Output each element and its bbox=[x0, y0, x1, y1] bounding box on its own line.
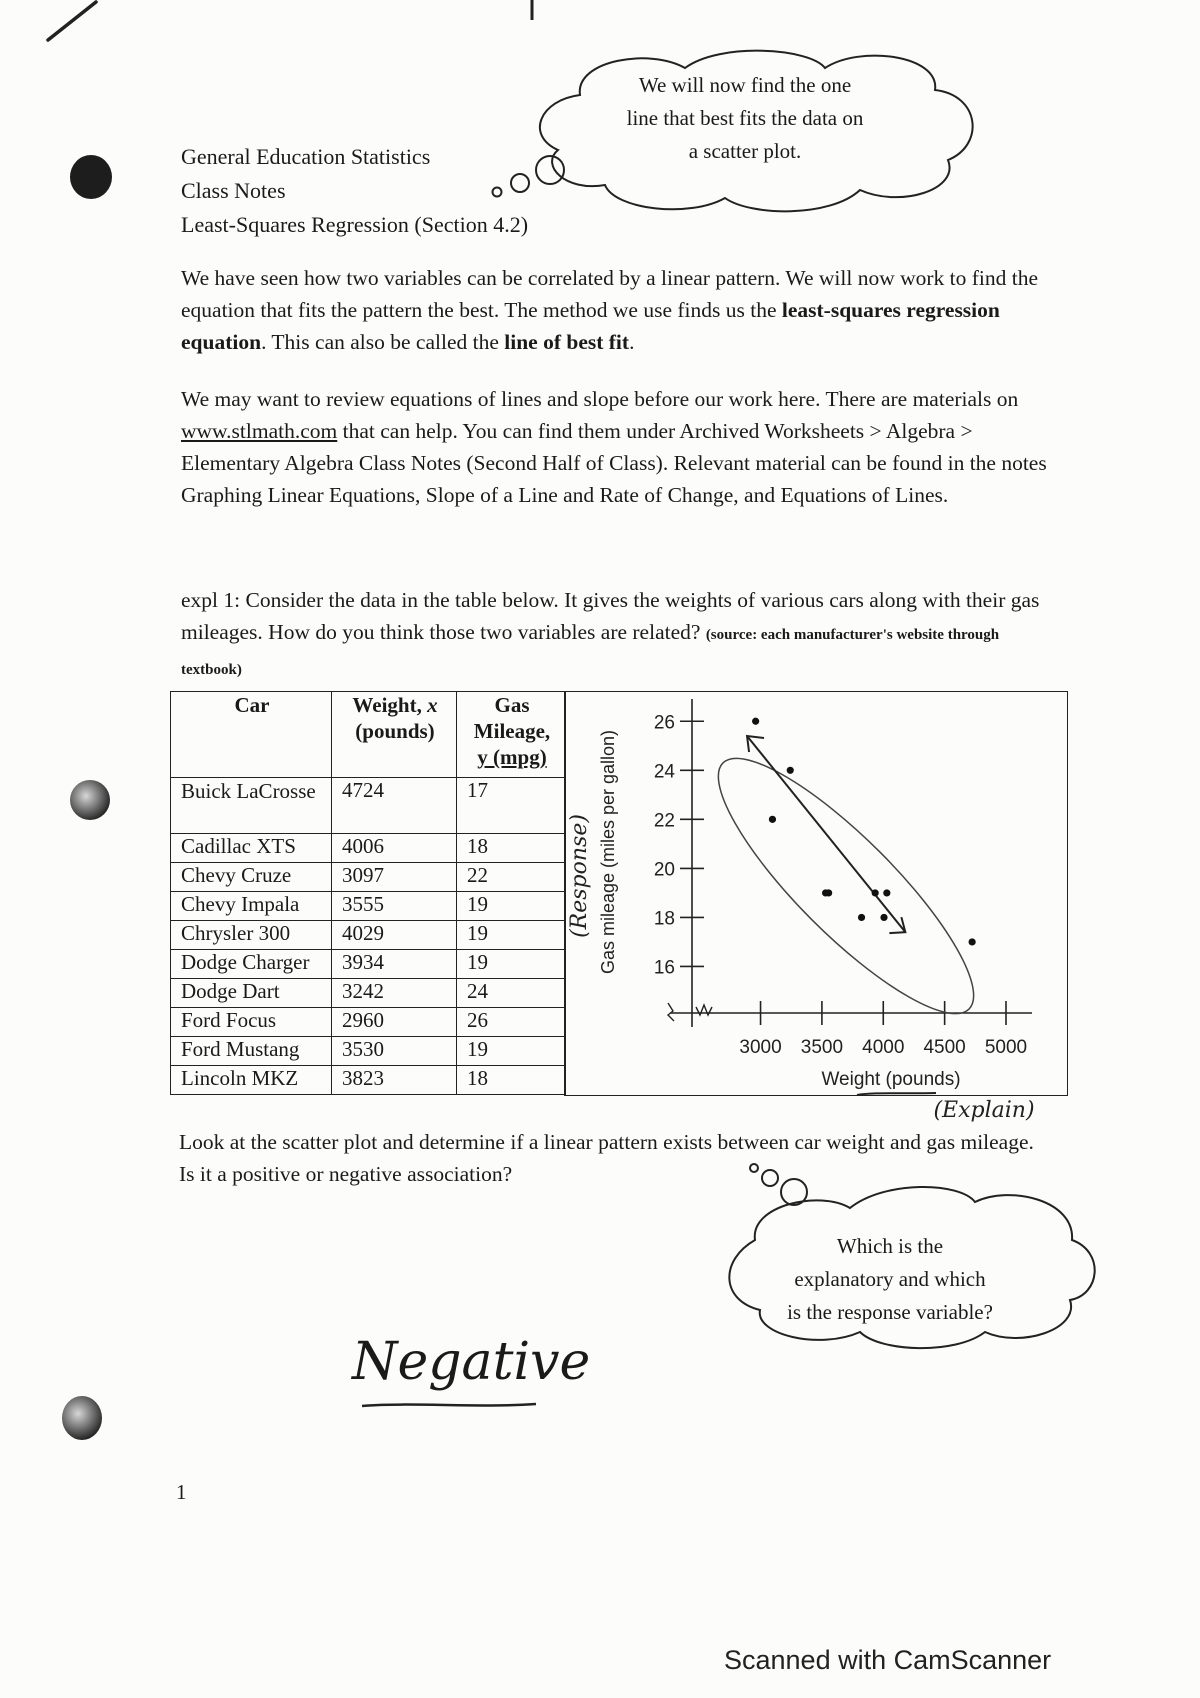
mileage-cell: 19 bbox=[457, 921, 566, 950]
answer-underline bbox=[360, 1398, 540, 1412]
table-row bbox=[171, 892, 566, 921]
doc-type: Class Notes bbox=[181, 178, 286, 203]
pen-mark bbox=[40, 0, 110, 50]
x-tick-label: 5000 bbox=[984, 1037, 1028, 1058]
axis-break-mark bbox=[668, 1003, 674, 1021]
scatter-plot bbox=[564, 691, 1124, 1131]
weight-cell: 3555 bbox=[332, 892, 457, 921]
y-tick-label: 18 bbox=[653, 908, 675, 930]
binder-hole bbox=[70, 155, 112, 199]
x-tick-label: 4000 bbox=[862, 1037, 905, 1058]
y-tick-label: 24 bbox=[653, 761, 675, 783]
table-row bbox=[171, 979, 566, 1008]
cloud-bottom-text: Which is the explanatory and which is the response variable? bbox=[787, 1234, 993, 1324]
topic-title: Least-Squares Regression (Section 4.2) bbox=[181, 212, 529, 237]
question-text: Look at the scatter plot and determine if a linear pattern exists between car weight and gas mileage. Is it a positive or negative association? bbox=[179, 1130, 1034, 1186]
stlmath-link[interactable]: www.stlmath.com bbox=[181, 419, 338, 443]
y-tick-label: 16 bbox=[653, 957, 675, 979]
x-label-underline bbox=[857, 1093, 936, 1095]
y-tick-label: 20 bbox=[653, 859, 675, 881]
handwritten-answer: Negative bbox=[352, 1332, 591, 1392]
cloud-top-text: We will now find the one line that best fits the data on a scatter plot. bbox=[626, 73, 864, 163]
car-cell: Cadillac XTS bbox=[171, 834, 332, 863]
review-paragraph: We may want to review equations of lines and slope before our work here. There are materials on www.stlmath.com that can help. You can find them under Archived Worksheets > Algebra > Elementary Algebra Class Notes (Second Half of Class). Relevant material can be found in the notes Graphing Linear Equations, Slope of a Line and Rate of Change, and Equations of Lines. bbox=[181, 387, 1047, 507]
weight-cell: 3530 bbox=[332, 1037, 457, 1066]
table-row bbox=[171, 950, 566, 979]
data-point bbox=[883, 889, 890, 896]
weight-cell: 4029 bbox=[332, 921, 457, 950]
mileage-cell: 26 bbox=[457, 1008, 566, 1037]
explain-note: (Explain) bbox=[933, 1098, 1035, 1123]
weight-cell: 3823 bbox=[332, 1066, 457, 1095]
car-cell: Buick LaCrosse bbox=[171, 778, 332, 834]
table-row bbox=[171, 778, 566, 834]
weight-cell: 4006 bbox=[332, 834, 457, 863]
data-point bbox=[858, 914, 865, 921]
y-axis-label: Gas mileage (miles per gallon) bbox=[598, 729, 618, 975]
weight-cell: 4724 bbox=[332, 778, 457, 834]
table-row bbox=[171, 834, 566, 863]
car-cell: Dodge Charger bbox=[171, 950, 332, 979]
table-row bbox=[171, 1066, 566, 1095]
mileage-cell: 18 bbox=[457, 1066, 566, 1095]
car-cell: Chevy Impala bbox=[171, 892, 332, 921]
page-number: 1 bbox=[176, 1480, 187, 1504]
weight-cell: 3934 bbox=[332, 950, 457, 979]
x-axis-label: Weight (pounds) bbox=[821, 1069, 961, 1090]
data-point bbox=[752, 718, 759, 725]
table-row bbox=[171, 921, 566, 950]
car-cell: Dodge Dart bbox=[171, 979, 332, 1008]
x-tick-label: 3500 bbox=[800, 1037, 844, 1058]
car-cell: Ford Mustang bbox=[171, 1037, 332, 1066]
data-point bbox=[822, 889, 829, 896]
data-point bbox=[769, 816, 776, 823]
course-title: General Education Statistics bbox=[181, 144, 431, 169]
data-point bbox=[787, 767, 794, 774]
car-cell: Ford Focus bbox=[171, 1008, 332, 1037]
y-tick-label: 26 bbox=[653, 712, 675, 734]
car-cell: Chrysler 300 bbox=[171, 921, 332, 950]
binder-hole bbox=[70, 780, 110, 820]
header-mileage: Gas Mileage, y (mpg) bbox=[457, 692, 566, 778]
car-cell: Chevy Cruze bbox=[171, 863, 332, 892]
header-weight: Weight, x (pounds) bbox=[332, 692, 457, 778]
binder-hole bbox=[62, 1396, 102, 1440]
scanner-watermark: Scanned with CamScanner bbox=[724, 1645, 1052, 1675]
table-row bbox=[171, 863, 566, 892]
x-tick-label: 3000 bbox=[739, 1037, 782, 1058]
trend-line bbox=[747, 736, 905, 932]
x-tick-label: 4500 bbox=[923, 1037, 966, 1058]
car-cell: Lincoln MKZ bbox=[171, 1066, 332, 1095]
tick-mark bbox=[525, 0, 539, 30]
table-row bbox=[171, 1037, 566, 1066]
source-note: (source: each manufacturer's website through textbook) bbox=[181, 627, 1000, 678]
mileage-cell: 22 bbox=[457, 863, 566, 892]
data-point bbox=[872, 889, 879, 896]
mileage-cell: 17 bbox=[457, 778, 566, 834]
y-tick-label: 22 bbox=[653, 810, 675, 832]
course-header bbox=[181, 140, 528, 242]
weight-cell: 2960 bbox=[332, 1008, 457, 1037]
mileage-cell: 24 bbox=[457, 979, 566, 1008]
mileage-cell: 19 bbox=[457, 1037, 566, 1066]
table-row bbox=[171, 1008, 566, 1037]
intro-paragraph: We have seen how two variables can be correlated by a linear pattern. We will now work to find the equation that fits the pattern the best. The method we use finds us the least-squares regression equation. This can also be called the line of best fit. bbox=[181, 266, 1039, 354]
data-point bbox=[880, 914, 887, 921]
data-point bbox=[969, 938, 976, 945]
cluster-ellipse bbox=[689, 729, 1003, 1043]
mileage-cell: 18 bbox=[457, 834, 566, 863]
mileage-cell: 19 bbox=[457, 950, 566, 979]
response-note: (Response) bbox=[567, 814, 592, 938]
header-car: Car bbox=[171, 692, 332, 778]
car-data-table bbox=[170, 691, 566, 1095]
mileage-cell: 19 bbox=[457, 892, 566, 921]
example-prompt: expl 1: Consider the data in the table below. It gives the weights of various cars along with their gas mileages. How do you think those two variables are related? (source: each manufacturer's website through textbook) bbox=[181, 588, 1040, 678]
weight-cell: 3097 bbox=[332, 863, 457, 892]
weight-cell: 3242 bbox=[332, 979, 457, 1008]
